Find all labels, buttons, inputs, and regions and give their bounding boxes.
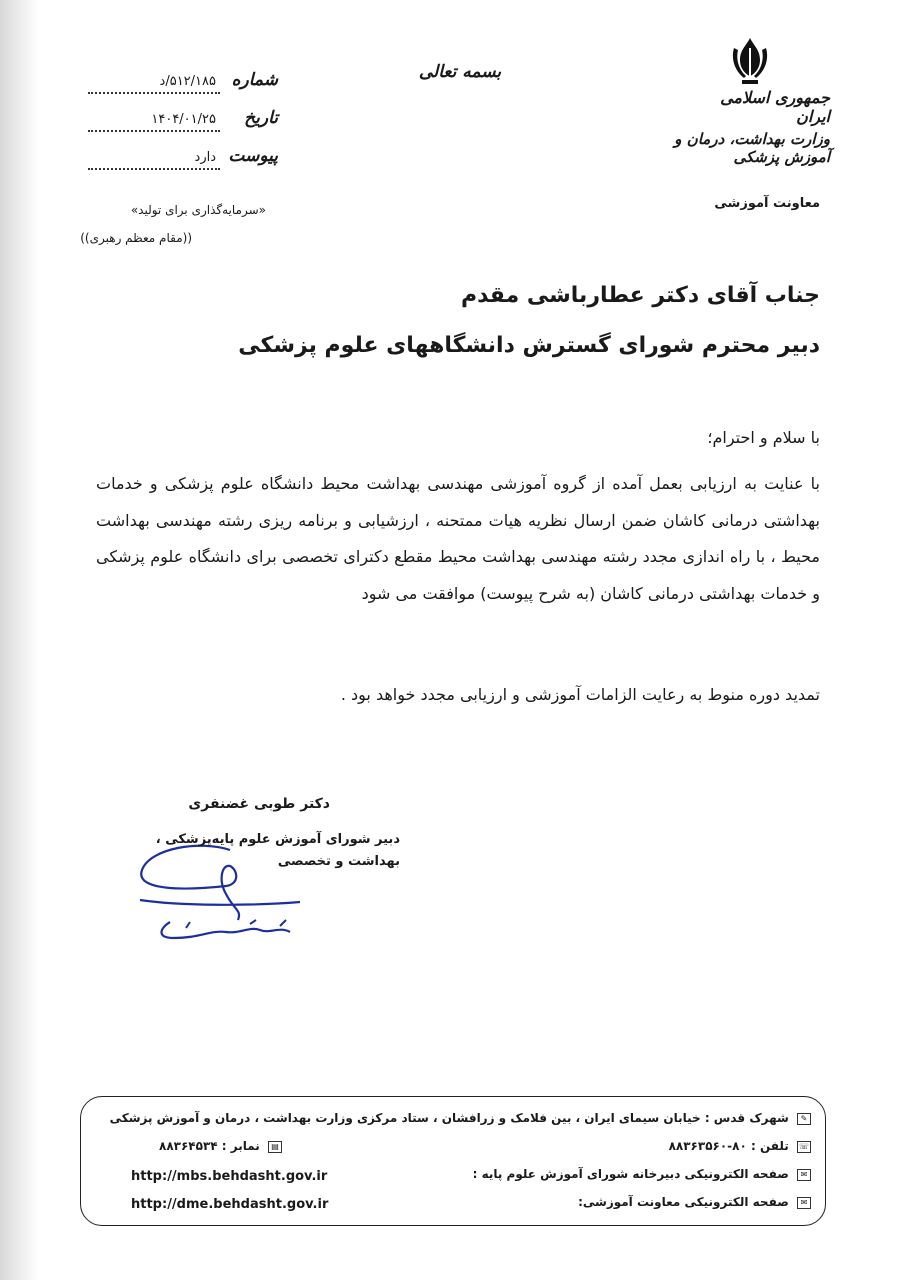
fax-icon: ▤: [268, 1141, 282, 1153]
footer-phone-text: تلفن : ۸۰-۸۸۳۶۳۵۶۰: [668, 1139, 789, 1153]
closing-sentence: تمدید دوره منوط به رعایت الزامات آموزشی و ارزیابی مجدد خواهد بود .: [340, 685, 820, 704]
date-value: ۱۴۰۴/۰۱/۲۵: [151, 112, 216, 127]
org-deputy: معاونت آموزشی: [714, 196, 820, 211]
footer-url-1[interactable]: http://mbs.behdasht.gov.ir: [131, 1169, 328, 1184]
page-edge-shadow: [0, 0, 38, 1280]
footer-box: [80, 1096, 826, 1226]
signatory-name: دکتر طوبی غضنفری: [188, 796, 330, 812]
attachment-value: دارد: [194, 150, 216, 165]
footer-web-1: [473, 1167, 811, 1181]
phone-icon: ☏: [798, 1141, 809, 1151]
envelope-icon: ✉: [797, 1169, 811, 1181]
number-dotted-line: [88, 92, 220, 94]
envelope-icon: ✉: [797, 1197, 811, 1209]
number-label: شماره: [231, 70, 278, 90]
letter-number: [88, 70, 278, 96]
body-paragraph: با عنایت به ارزیابی بعمل آمده از گروه آموزشی مهندسی بهداشت محیط دانشگاه علوم پزشکی و خدمات بهداشتی درمانی کاشان ضمن ارسال نظریه هیات ممتحنه ، ارزشیابی و برنامه ریزی رشته مهندسی بهداشت محیط ، با راه اندازی مجدد رشته مهندسی بهداشت محیط مقطع دکترای تخصصی برای دانشگاه علوم پزشکی و خدمات بهداشتی درمانی کاشان (به شرح پیوست) موافقت می شود: [96, 474, 820, 603]
footer-web-label-2: صفحه الکترونیکی معاونت آموزشی:: [578, 1195, 789, 1209]
letter-attachment: [88, 146, 278, 172]
footer-web-label-1: صفحه الکترونیکی دبیرخانه شورای آموزش علوم پایه :: [472, 1167, 789, 1181]
org-country: جمهوری اسلامی ایران: [720, 88, 830, 126]
iran-emblem-icon: [728, 36, 772, 86]
footer-fax-text: نمابر : ۸۸۳۶۴۵۳۴: [159, 1139, 260, 1153]
pen-icon: ✎: [797, 1113, 811, 1125]
footer-address: [110, 1111, 811, 1125]
date-label: تاریخ: [244, 108, 278, 128]
footer-phone: [669, 1139, 811, 1153]
org-ministry: وزارت بهداشت، درمان و آموزش پزشکی: [674, 130, 830, 166]
number-value: ۵۱۲/۱۸۵/د: [159, 74, 216, 89]
footer-web-2: [578, 1195, 811, 1209]
attachment-dotted-line: [88, 168, 220, 170]
addressee-title: دبیر محترم شورای گسترش دانشگاههای علوم پزشکی: [238, 333, 820, 358]
footer-address-text: شهرک قدس : خیابان سیمای ایران ، بین فلامک و زرافشان ، ستاد مرکزی وزارت بهداشت ، درمان و آموزش پزشکی: [109, 1111, 789, 1125]
footer-fax: [159, 1139, 282, 1153]
slogan: «سرمایه‌گذاری برای تولید»: [130, 203, 266, 217]
letter-date: [88, 108, 278, 134]
footer-url-2[interactable]: http://dme.behdasht.gov.ir: [131, 1197, 329, 1212]
attachment-label: پیوست: [228, 146, 278, 166]
letter-body: [96, 466, 820, 612]
addressee-name: جناب آقای دکتر عطارباشی مقدم: [460, 283, 820, 308]
signatory-title: دبیر شورای آموزش علوم پایه‌پزشکی ، بهداشت و تخصصی: [155, 832, 400, 869]
slogan-source: ((مقام معظم رهبری)): [80, 231, 192, 245]
date-dotted-line: [88, 130, 220, 132]
basmala: بسمه تعالی: [418, 62, 502, 82]
greeting: با سلام و احترام؛: [707, 428, 820, 447]
